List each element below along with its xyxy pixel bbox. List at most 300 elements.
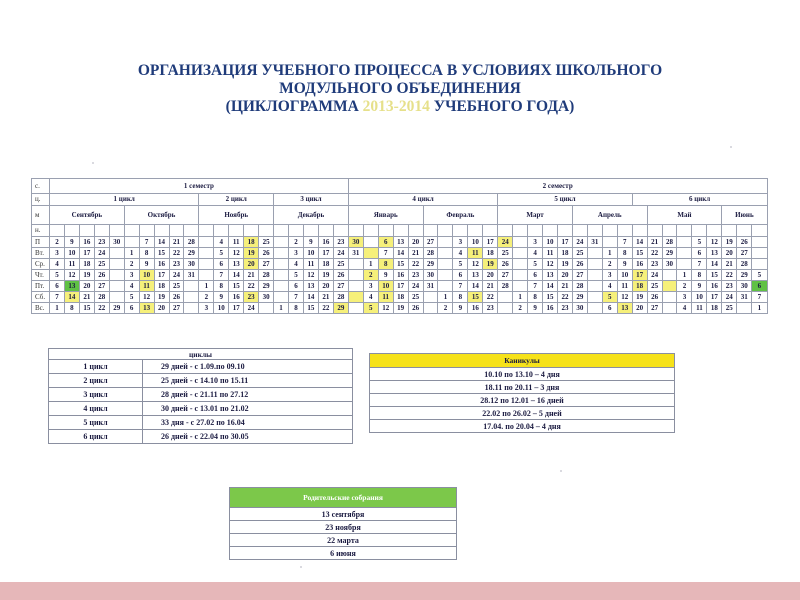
title-line-3-end: УЧЕБНОГО ГОДА) bbox=[429, 98, 575, 115]
week-cell bbox=[348, 225, 363, 237]
weekday-label: Вс. bbox=[32, 303, 50, 314]
holiday-period: 10.10 по 13.10 – 4 дня bbox=[370, 368, 675, 381]
day-cell bbox=[199, 270, 214, 281]
day-cell: 28 bbox=[94, 292, 109, 303]
holidays-table bbox=[369, 353, 675, 433]
day-cell: 8 bbox=[139, 248, 154, 259]
week-cell bbox=[513, 225, 528, 237]
day-cell: 17 bbox=[393, 281, 408, 292]
day-cell: 5 bbox=[692, 237, 707, 248]
day-cell: 25 bbox=[94, 259, 109, 270]
day-cell: 9 bbox=[453, 303, 468, 314]
day-cell bbox=[587, 303, 602, 314]
day-cell bbox=[184, 303, 199, 314]
cycle-period: 29 дней - с 1.09.по 09.10 bbox=[143, 360, 353, 374]
day-cell: 16 bbox=[393, 270, 408, 281]
day-cell: 20 bbox=[483, 270, 498, 281]
day-cell: 30 bbox=[109, 237, 124, 248]
month-header: Март bbox=[498, 206, 573, 225]
day-cell: 17 bbox=[79, 248, 94, 259]
day-cell: 8 bbox=[453, 292, 468, 303]
cycle-period: 28 дней - с 21.11 по 27.12 bbox=[143, 388, 353, 402]
week-cell bbox=[318, 225, 333, 237]
cycle-header: 4 цикл bbox=[348, 194, 497, 206]
week-cell bbox=[752, 225, 767, 237]
day-cell: 1 bbox=[199, 281, 214, 292]
day-cell: 26 bbox=[169, 292, 184, 303]
day-cell: 28 bbox=[737, 259, 752, 270]
week-cell bbox=[408, 225, 423, 237]
day-cell bbox=[662, 270, 677, 281]
day-cell: 10 bbox=[617, 270, 632, 281]
cycle-header: 2 цикл bbox=[199, 194, 274, 206]
day-cell: 27 bbox=[498, 270, 513, 281]
day-cell bbox=[587, 292, 602, 303]
weekday-row bbox=[32, 303, 768, 314]
day-cell: 14 bbox=[632, 237, 647, 248]
semester-1-header: 1 семестр bbox=[50, 179, 349, 194]
week-cell bbox=[438, 225, 453, 237]
day-cell: 16 bbox=[468, 303, 483, 314]
scan-speck bbox=[92, 162, 94, 164]
meeting-date: 13 сентября bbox=[230, 508, 457, 521]
day-cell: 21 bbox=[722, 259, 737, 270]
title-line-2: МОДУЛЬНОГО ОБЪЕДИНЕНИЯ bbox=[279, 80, 521, 97]
day-cell: 24 bbox=[94, 248, 109, 259]
day-cell: 22 bbox=[722, 270, 737, 281]
day-cell: 20 bbox=[318, 281, 333, 292]
day-cell: 10 bbox=[468, 237, 483, 248]
day-cell bbox=[677, 248, 692, 259]
week-cell bbox=[94, 225, 109, 237]
week-cell bbox=[617, 225, 632, 237]
day-cell bbox=[348, 281, 363, 292]
day-cell: 7 bbox=[752, 292, 767, 303]
day-cell bbox=[498, 303, 513, 314]
title-line-1: ОРГАНИЗАЦИЯ УЧЕБНОГО ПРОЦЕССА В УСЛОВИЯХ ШКОЛЬНОГО bbox=[137, 62, 663, 79]
day-cell bbox=[438, 259, 453, 270]
weeks-row bbox=[32, 225, 768, 237]
day-cell: 15 bbox=[229, 281, 244, 292]
day-cell: 16 bbox=[154, 259, 169, 270]
week-cell bbox=[423, 225, 438, 237]
day-cell: 14 bbox=[229, 270, 244, 281]
day-cell: 25 bbox=[169, 281, 184, 292]
day-cell: 23 bbox=[647, 259, 662, 270]
day-cell: 9 bbox=[692, 281, 707, 292]
day-cell: 16 bbox=[79, 237, 94, 248]
day-cell: 21 bbox=[244, 270, 259, 281]
day-cell: 28 bbox=[423, 248, 438, 259]
holidays-table-header-row bbox=[370, 354, 675, 368]
day-cell bbox=[199, 237, 214, 248]
weekday-row bbox=[32, 292, 768, 303]
day-cell: 15 bbox=[707, 270, 722, 281]
cycle-row bbox=[49, 374, 353, 388]
day-cell: 19 bbox=[632, 292, 647, 303]
day-cell bbox=[438, 270, 453, 281]
day-cell: 3 bbox=[50, 248, 65, 259]
day-cell bbox=[363, 237, 378, 248]
day-cell: 30 bbox=[423, 270, 438, 281]
day-cell: 8 bbox=[214, 281, 229, 292]
cycle-row bbox=[49, 416, 353, 430]
day-cell: 17 bbox=[557, 237, 572, 248]
day-cell: 8 bbox=[617, 248, 632, 259]
week-cell bbox=[572, 225, 587, 237]
day-cell: 23 bbox=[94, 237, 109, 248]
day-cell bbox=[109, 259, 124, 270]
day-cell: 18 bbox=[79, 259, 94, 270]
day-cell: 26 bbox=[408, 303, 423, 314]
day-cell: 23 bbox=[722, 281, 737, 292]
day-cell: 27 bbox=[737, 248, 752, 259]
day-cell bbox=[109, 281, 124, 292]
day-cell: 4 bbox=[363, 292, 378, 303]
day-cell: 19 bbox=[557, 259, 572, 270]
day-cell bbox=[109, 270, 124, 281]
day-cell bbox=[184, 281, 199, 292]
day-cell: 9 bbox=[378, 270, 393, 281]
cycles-table-header-row bbox=[49, 349, 353, 360]
day-cell: 23 bbox=[408, 270, 423, 281]
day-cell: 26 bbox=[647, 292, 662, 303]
weekday-label: Пт. bbox=[32, 281, 50, 292]
day-cell: 29 bbox=[184, 248, 199, 259]
day-cell: 21 bbox=[647, 237, 662, 248]
week-cell bbox=[453, 225, 468, 237]
weekday-row bbox=[32, 270, 768, 281]
week-cell bbox=[244, 225, 259, 237]
cycle-name: 1 цикл bbox=[49, 360, 143, 374]
day-cell: 9 bbox=[617, 259, 632, 270]
day-cell: 5 bbox=[752, 270, 767, 281]
row-label: н. bbox=[32, 225, 50, 237]
day-cell: 4 bbox=[453, 248, 468, 259]
day-cell: 26 bbox=[94, 270, 109, 281]
week-cell bbox=[333, 225, 348, 237]
cycle-period: 33 дня - с 27.02 по 16.04 bbox=[143, 416, 353, 430]
day-cell: 13 bbox=[707, 248, 722, 259]
day-cell: 21 bbox=[408, 248, 423, 259]
meeting-date: 23 ноября bbox=[230, 521, 457, 534]
day-cell: 20 bbox=[79, 281, 94, 292]
day-cell: 3 bbox=[602, 270, 617, 281]
day-cell: 16 bbox=[229, 292, 244, 303]
day-cell: 4 bbox=[50, 259, 65, 270]
day-cell bbox=[662, 303, 677, 314]
scan-speck bbox=[300, 566, 302, 568]
day-cell: 9 bbox=[139, 259, 154, 270]
day-cell: 11 bbox=[229, 237, 244, 248]
day-cell: 2 bbox=[124, 259, 139, 270]
day-cell: 1 bbox=[752, 303, 767, 314]
day-cell: 24 bbox=[408, 281, 423, 292]
week-cell bbox=[393, 225, 408, 237]
day-cell bbox=[752, 248, 767, 259]
day-cell: 5 bbox=[289, 270, 304, 281]
week-cell bbox=[737, 225, 752, 237]
day-cell: 7 bbox=[692, 259, 707, 270]
week-cell bbox=[303, 225, 318, 237]
day-cell: 4 bbox=[214, 237, 229, 248]
parents-table-header: Родительские собрания bbox=[230, 488, 457, 508]
day-cell: 4 bbox=[677, 303, 692, 314]
day-cell: 29 bbox=[109, 303, 124, 314]
week-cell bbox=[707, 225, 722, 237]
day-cell: 23 bbox=[483, 303, 498, 314]
holidays-table-header: Каникулы bbox=[370, 354, 675, 368]
day-cell: 3 bbox=[363, 281, 378, 292]
day-cell: 19 bbox=[483, 259, 498, 270]
week-cell bbox=[587, 225, 602, 237]
day-cell: 14 bbox=[154, 237, 169, 248]
cycle-header: 5 цикл bbox=[498, 194, 632, 206]
day-cell bbox=[587, 281, 602, 292]
cycle-period: 30 дней - с 13.01 по 21.02 bbox=[143, 402, 353, 416]
day-cell: 30 bbox=[662, 259, 677, 270]
day-cell: 19 bbox=[722, 237, 737, 248]
day-cell bbox=[423, 303, 438, 314]
title-year: 2013-2014 bbox=[362, 98, 430, 115]
day-cell bbox=[124, 237, 139, 248]
day-cell: 18 bbox=[707, 303, 722, 314]
day-cell: 12 bbox=[139, 292, 154, 303]
cyclogram-calendar bbox=[31, 178, 768, 314]
week-cell bbox=[154, 225, 169, 237]
meeting-row bbox=[230, 547, 457, 560]
cycle-name: 5 цикл bbox=[49, 416, 143, 430]
day-cell: 15 bbox=[543, 292, 558, 303]
day-cell bbox=[438, 281, 453, 292]
day-cell: 29 bbox=[259, 281, 274, 292]
day-cell: 10 bbox=[139, 270, 154, 281]
cycles-table-header: циклы bbox=[49, 349, 353, 360]
parents-meetings-table bbox=[229, 487, 457, 560]
day-cell bbox=[348, 259, 363, 270]
day-cell bbox=[199, 259, 214, 270]
scan-speck bbox=[560, 470, 562, 472]
day-cell: 15 bbox=[79, 303, 94, 314]
day-cell: 3 bbox=[677, 292, 692, 303]
row-label: с. bbox=[32, 179, 50, 194]
cycle-row bbox=[49, 430, 353, 444]
day-cell: 25 bbox=[722, 303, 737, 314]
day-cell: 8 bbox=[289, 303, 304, 314]
day-cell: 2 bbox=[50, 237, 65, 248]
weekday-label: Сб. bbox=[32, 292, 50, 303]
day-cell: 6 bbox=[692, 248, 707, 259]
title-line-3 bbox=[60, 98, 740, 116]
day-cell: 10 bbox=[378, 281, 393, 292]
week-cell bbox=[677, 225, 692, 237]
day-cell: 10 bbox=[214, 303, 229, 314]
day-cell: 1 bbox=[438, 292, 453, 303]
day-cell: 22 bbox=[408, 259, 423, 270]
weekday-row bbox=[32, 237, 768, 248]
day-cell: 7 bbox=[453, 281, 468, 292]
cycle-header: 6 цикл bbox=[632, 194, 767, 206]
week-cell bbox=[378, 225, 393, 237]
day-cell: 5 bbox=[528, 259, 543, 270]
day-cell: 6 bbox=[453, 270, 468, 281]
holiday-period: 22.02 по 26.02 – 5 дней bbox=[370, 407, 675, 420]
footer-bar bbox=[0, 582, 800, 600]
day-cell: 25 bbox=[647, 281, 662, 292]
day-cell: 17 bbox=[154, 270, 169, 281]
day-cell: 31 bbox=[423, 281, 438, 292]
day-cell: 5 bbox=[214, 248, 229, 259]
day-cell: 13 bbox=[303, 281, 318, 292]
day-cell: 14 bbox=[707, 259, 722, 270]
week-cell bbox=[259, 225, 274, 237]
day-cell bbox=[752, 259, 767, 270]
day-cell bbox=[513, 270, 528, 281]
day-cell: 2 bbox=[199, 292, 214, 303]
week-cell bbox=[199, 225, 214, 237]
day-cell bbox=[737, 303, 752, 314]
day-cell: 12 bbox=[229, 248, 244, 259]
day-cell: 30 bbox=[348, 237, 363, 248]
week-cell bbox=[602, 225, 617, 237]
day-cell bbox=[662, 281, 677, 292]
day-cell bbox=[109, 248, 124, 259]
day-cell: 10 bbox=[692, 292, 707, 303]
week-cell bbox=[169, 225, 184, 237]
day-cell: 16 bbox=[318, 237, 333, 248]
day-cell: 20 bbox=[154, 303, 169, 314]
week-cell bbox=[498, 225, 513, 237]
week-cell bbox=[64, 225, 79, 237]
day-cell bbox=[274, 292, 289, 303]
day-cell: 9 bbox=[528, 303, 543, 314]
cycle-header: 1 цикл bbox=[50, 194, 199, 206]
day-cell: 1 bbox=[677, 270, 692, 281]
day-cell bbox=[662, 292, 677, 303]
day-cell: 27 bbox=[423, 237, 438, 248]
day-cell: 9 bbox=[303, 237, 318, 248]
day-cell: 18 bbox=[318, 259, 333, 270]
day-cell: 17 bbox=[229, 303, 244, 314]
day-cell: 29 bbox=[333, 303, 348, 314]
day-cell: 11 bbox=[468, 248, 483, 259]
day-cell: 11 bbox=[617, 281, 632, 292]
day-cell: 2 bbox=[438, 303, 453, 314]
cycle-name: 6 цикл bbox=[49, 430, 143, 444]
day-cell: 4 bbox=[124, 281, 139, 292]
page-title bbox=[60, 62, 740, 116]
day-cell bbox=[363, 248, 378, 259]
day-cell: 16 bbox=[543, 303, 558, 314]
day-cell: 1 bbox=[363, 259, 378, 270]
meeting-row bbox=[230, 508, 457, 521]
holiday-row bbox=[370, 407, 675, 420]
day-cell: 12 bbox=[543, 259, 558, 270]
cycle-name: 2 цикл bbox=[49, 374, 143, 388]
week-cell bbox=[109, 225, 124, 237]
day-cell: 21 bbox=[79, 292, 94, 303]
day-cell: 6 bbox=[214, 259, 229, 270]
week-cell bbox=[229, 225, 244, 237]
day-cell: 8 bbox=[378, 259, 393, 270]
day-cell: 25 bbox=[572, 248, 587, 259]
day-cell bbox=[199, 248, 214, 259]
day-cell: 24 bbox=[722, 292, 737, 303]
day-cell: 5 bbox=[50, 270, 65, 281]
day-cell: 7 bbox=[528, 281, 543, 292]
day-cell bbox=[677, 237, 692, 248]
week-cell bbox=[184, 225, 199, 237]
day-cell bbox=[513, 248, 528, 259]
day-cell: 12 bbox=[468, 259, 483, 270]
day-cell: 11 bbox=[139, 281, 154, 292]
week-cell bbox=[662, 225, 677, 237]
day-cell: 25 bbox=[259, 237, 274, 248]
title-line-3-start: (ЦИКЛОГРАММА bbox=[225, 98, 363, 115]
weekday-label: Чт. bbox=[32, 270, 50, 281]
day-cell: 15 bbox=[393, 259, 408, 270]
day-cell: 2 bbox=[363, 270, 378, 281]
day-cell: 2 bbox=[677, 281, 692, 292]
month-header: Май bbox=[647, 206, 722, 225]
day-cell: 18 bbox=[632, 281, 647, 292]
day-cell: 29 bbox=[662, 248, 677, 259]
scan-speck bbox=[730, 146, 732, 148]
day-cell: 20 bbox=[408, 237, 423, 248]
day-cell bbox=[348, 270, 363, 281]
day-cell: 19 bbox=[318, 270, 333, 281]
day-cell bbox=[274, 259, 289, 270]
day-cell: 15 bbox=[303, 303, 318, 314]
day-cell: 21 bbox=[557, 281, 572, 292]
day-cell: 6 bbox=[378, 237, 393, 248]
cycle-row bbox=[49, 402, 353, 416]
day-cell: 8 bbox=[692, 270, 707, 281]
month-header: Февраль bbox=[423, 206, 498, 225]
day-cell: 1 bbox=[50, 303, 65, 314]
day-cell: 29 bbox=[423, 259, 438, 270]
day-cell: 20 bbox=[244, 259, 259, 270]
day-cell: 1 bbox=[602, 248, 617, 259]
day-cell bbox=[587, 259, 602, 270]
week-cell bbox=[363, 225, 378, 237]
day-cell: 19 bbox=[244, 248, 259, 259]
day-cell: 24 bbox=[333, 248, 348, 259]
holiday-row bbox=[370, 394, 675, 407]
day-cell: 12 bbox=[303, 270, 318, 281]
day-cell: 11 bbox=[303, 259, 318, 270]
day-cell: 24 bbox=[498, 237, 513, 248]
meeting-row bbox=[230, 534, 457, 547]
week-cell bbox=[274, 225, 289, 237]
day-cell: 3 bbox=[528, 237, 543, 248]
cycles-table bbox=[48, 348, 353, 444]
day-cell: 26 bbox=[259, 248, 274, 259]
day-cell: 3 bbox=[124, 270, 139, 281]
day-cell: 22 bbox=[94, 303, 109, 314]
day-cell: 1 bbox=[513, 292, 528, 303]
day-cell: 11 bbox=[543, 248, 558, 259]
day-cell: 16 bbox=[707, 281, 722, 292]
day-cell: 3 bbox=[199, 303, 214, 314]
day-cell: 9 bbox=[64, 237, 79, 248]
holiday-row bbox=[370, 381, 675, 394]
day-cell: 13 bbox=[139, 303, 154, 314]
day-cell: 9 bbox=[214, 292, 229, 303]
week-cell bbox=[692, 225, 707, 237]
day-cell: 31 bbox=[587, 237, 602, 248]
day-cell bbox=[438, 237, 453, 248]
